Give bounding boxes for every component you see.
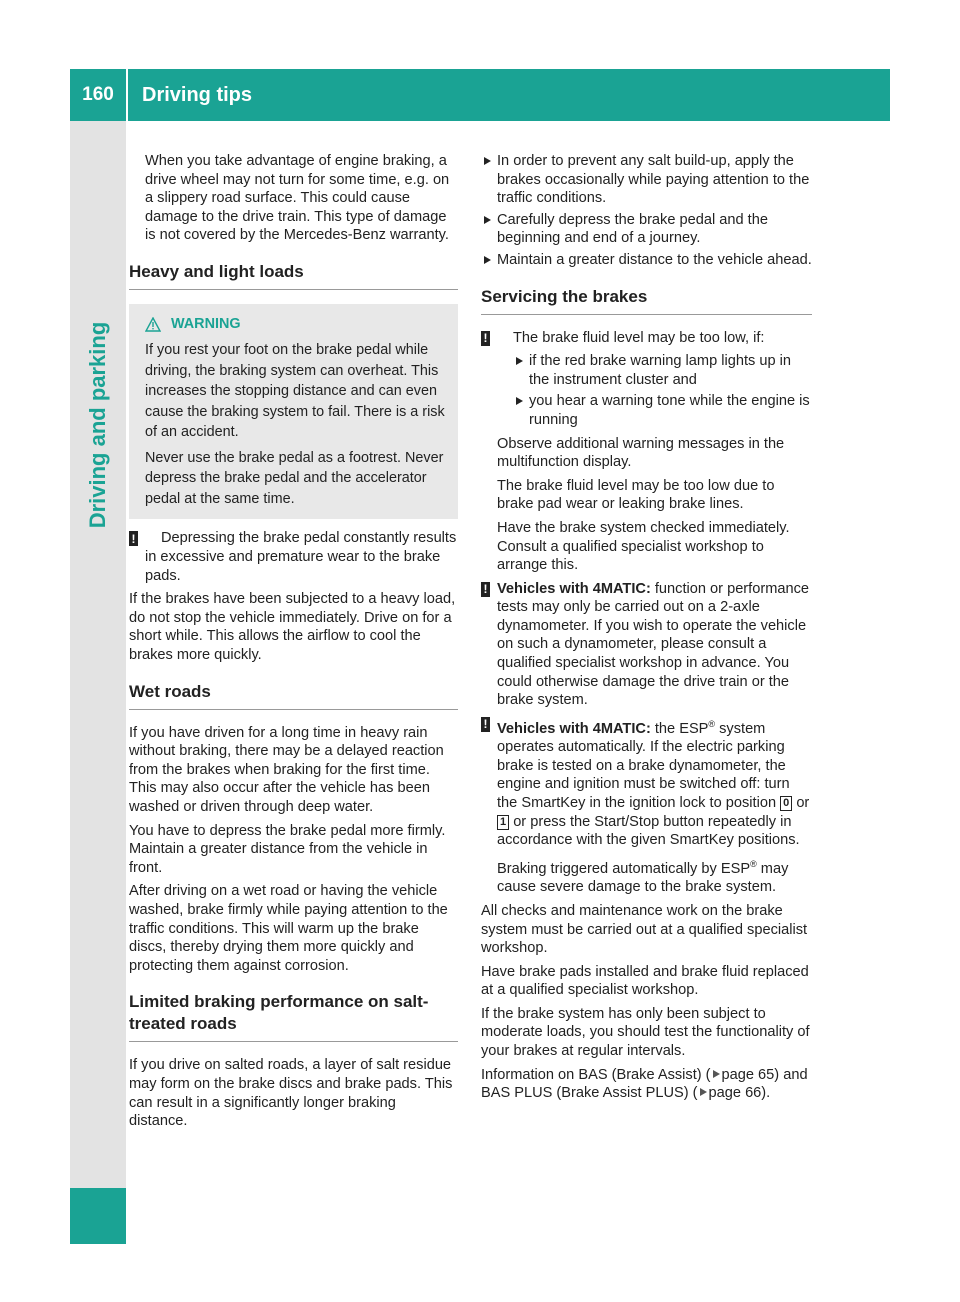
list-item: Carefully depress the brake pedal and the beginning and end of a journey. xyxy=(481,211,812,248)
note-constant-braking: ! Depressing the brake pedal constantly results in excessive and premature wear to the brake pads. xyxy=(129,529,458,585)
section-marker xyxy=(70,1188,126,1244)
key-position-0: 0 xyxy=(780,796,792,811)
fluid-list xyxy=(497,352,812,429)
note-bold-label: Vehicles with 4MATIC: xyxy=(497,580,651,597)
warning-text-1: If you rest your foot on the brake pedal while driving, the braking system can overheat. This increases the stopping distance and can even cause the braking system to fail. There is a risk of an accident. xyxy=(145,342,445,441)
list-item: In order to prevent any salt build-up, apply the brakes occasionally while paying attention to the traffic conditions. xyxy=(481,152,812,208)
salt-tips-list xyxy=(481,152,812,270)
note-brake-fluid: ! The brake fluid level may be too low, if: if the red brake warning lamp lights up in the instrument cluster and you hear a warning tone while the engine is running Observe additional warning messages in the multifunction display. The brake fluid level may be too low due to brake pad wear or leaking brake lines. Have the brake system checked immediately. Consult a qualified specialist workshop to arrange this. xyxy=(481,329,812,575)
wet-roads-paragraph-2: You have to depress the brake pedal more firmly. Maintain a greater distance from the vehicle in front. xyxy=(129,822,446,876)
registered-mark: ® xyxy=(708,718,716,729)
salt-roads-paragraph: If you drive on salted roads, a layer of salt residue may form on the brake discs and brake pads. This can result in a significantly longer braking distance. xyxy=(129,1057,453,1130)
list-item: if the red brake warning lamp lights up in the instrument cluster and xyxy=(513,352,812,389)
note-dynamometer: ! Vehicles with 4MATIC: function or performance tests may only be carried out on a 2-axle dynamometer. If you wish to operate the vehicle on such a dynamometer, please consult a qualified specialist workshop in advance. You could otherwise damage the drive train or the brake system. xyxy=(481,580,812,710)
fluid-paragraph-1: Observe additional warning messages in the multifunction display. xyxy=(497,435,785,471)
wet-roads-heading: Wet roads xyxy=(129,681,458,710)
warning-text-2: Never use the brake pedal as a footrest. Never depress the brake pedal and the accelerator pedal at the same time. xyxy=(145,449,444,507)
heavy-loads-heading: Heavy and light loads xyxy=(129,261,458,290)
exclamation-icon: ! xyxy=(481,582,490,597)
key-position-1: 1 xyxy=(497,815,509,830)
heavy-load-paragraph: If the brakes have been subjected to a heavy load, do not stop the vehicle immediately. Drive on for a short while. This allows the airflow to cool the brakes more quickly. xyxy=(129,591,456,664)
note-bold-label: Vehicles with 4MATIC: xyxy=(497,720,651,737)
list-item: you hear a warning tone while the engine is running xyxy=(513,392,812,429)
exclamation-icon: ! xyxy=(129,531,138,546)
list-item: Maintain a greater distance to the vehicle ahead. xyxy=(481,251,812,270)
right-column xyxy=(481,152,812,1108)
wet-roads-paragraph-1: If you have driven for a long time in heavy rain without braking, there may be a delayed reaction from the brakes when braking for the first time. This may also occur after the vehicle has been washed or driven through deep water. xyxy=(129,724,444,815)
exclamation-icon: ! xyxy=(481,331,490,346)
warning-title xyxy=(145,314,450,335)
warning-box xyxy=(129,304,458,520)
warning-triangle-icon xyxy=(145,317,161,332)
wet-roads-paragraph-3: After driving on a wet road or having the vehicle washed, brake firmly while paying attention to the traffic conditions. This will warm up the brake discs, thereby drying them more quickly and protecting them against corrosion. xyxy=(129,883,448,974)
servicing-heading: Servicing the brakes xyxy=(481,286,812,315)
page-ref-arrow-icon xyxy=(713,1070,720,1078)
exclamation-icon: ! xyxy=(481,717,490,732)
fluid-paragraph-3: Have the brake system checked immediately. Consult a qualified specialist workshop to arrange this. xyxy=(497,519,790,574)
moderate-loads-paragraph: If the brake system has only been subject to moderate loads, you should test the functionality of your brakes at regular intervals. xyxy=(481,1005,810,1060)
section-strip xyxy=(70,121,126,1242)
note-esp: ! Vehicles with 4MATIC: the ESP® system operates automatically. If the electric parking brake is tested on a brake dynamometer, the engine and ignition must be switched off: turn the SmartKey in the ignition lock to position 0 or 1 or press the Start/Stop button repeatedly in accordance with the given SmartKey positions. Braking triggered automatically by ESP® may cause severe damage to the brake system. xyxy=(481,715,812,897)
engine-braking-paragraph: When you take advantage of engine braking, a drive wheel may not turn for some time, e.g. on a slippery road surface. This could cause damage to the drive train. This type of damage is not covered by the Mercedes-Benz warranty. xyxy=(145,153,450,244)
page-ref-arrow-icon xyxy=(700,1088,707,1096)
salt-roads-heading: Limited braking performance on salt-treated roads xyxy=(129,991,458,1042)
checks-paragraph: All checks and maintenance work on the brake system must be carried out at a qualified specialist workshop. xyxy=(481,902,808,957)
warning-label: WARNING xyxy=(171,315,241,332)
page-number: 160 xyxy=(70,69,126,121)
bas-page-link[interactable]: page 65) xyxy=(721,1066,780,1083)
fluid-paragraph-2: The brake fluid level may be too low due to brake pad wear or leaking brake lines. xyxy=(497,477,775,513)
page-title: Driving tips xyxy=(128,69,890,121)
pads-paragraph: Have brake pads installed and brake fluid replaced at a qualified specialist workshop. xyxy=(481,963,809,999)
bas-paragraph: Information on BAS (Brake Assist) ( page 65) and BAS PLUS (Brake Assist PLUS) ( page 66). xyxy=(481,1066,808,1102)
registered-mark: ® xyxy=(750,858,757,869)
left-column xyxy=(129,152,458,1136)
bas-plus-page-link[interactable]: page 66). xyxy=(708,1085,771,1102)
section-label: Driving and parking xyxy=(85,321,110,529)
